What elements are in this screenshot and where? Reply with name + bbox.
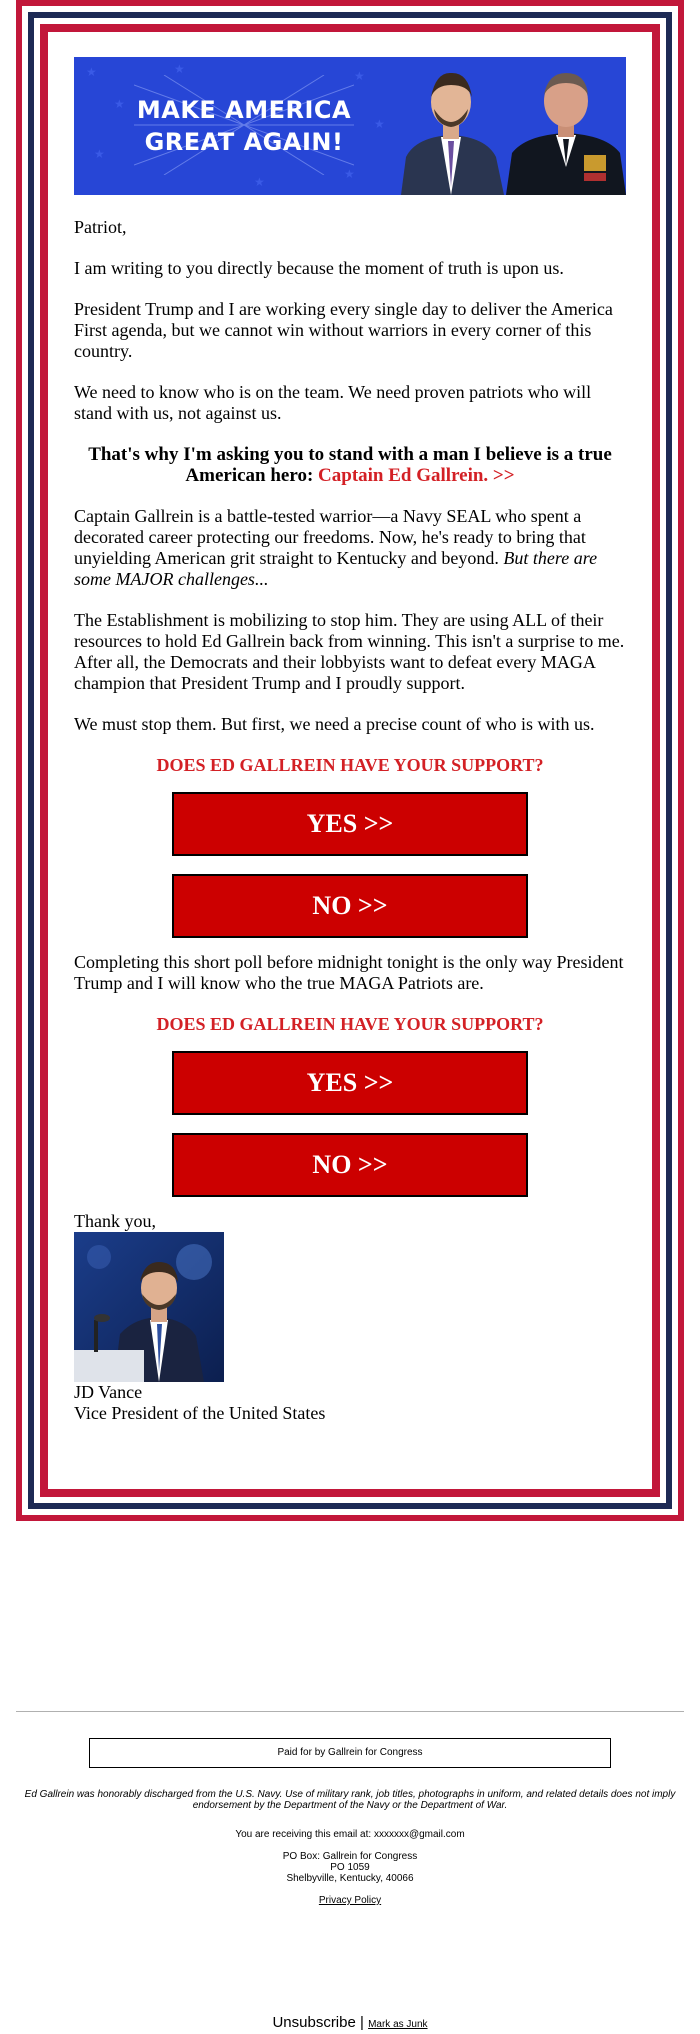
closing: Thank you, — [74, 1211, 156, 1231]
banner-line-1: MAKE AMERICA — [136, 96, 352, 124]
privacy-policy-row — [20, 1895, 680, 1906]
paragraph-4-main: Captain Gallrein is a battle-tested warrior—a Navy SEAL who spent a decorated career protecting our freedoms. Now, he's ready to bring that unyielding American grit straight to Kentucky and beyond. — [74, 506, 586, 568]
signer-title: Vice President of the United States — [74, 1403, 326, 1423]
star-icon: ★ — [374, 117, 385, 131]
paid-for-box: Paid for by Gallrein for Congress — [89, 1738, 611, 1768]
star-icon: ★ — [86, 65, 97, 79]
email-content — [74, 57, 626, 1424]
no-button[interactable]: NO >> — [172, 874, 528, 938]
unsubscribe-row — [0, 2014, 700, 2034]
footer-divider — [16, 1711, 684, 1712]
banner-slogan — [134, 94, 354, 158]
star-icon: ★ — [344, 167, 355, 181]
paragraph-7: Completing this short poll before midnight tonight is the only way President Trump and I will know who the true MAGA Patriots are. — [74, 952, 624, 993]
paragraph-3: We need to know who is on the team. We need proven patriots who will stand with us, not against us. — [74, 382, 592, 423]
poll-question-repeat: DOES ED GALLREIN HAVE YOUR SUPPORT? — [156, 1014, 544, 1034]
paragraph-4-italic: But there are some MAJOR challenges... — [74, 548, 598, 589]
banner-line-2: GREAT AGAIN! — [144, 128, 344, 156]
header-banner[interactable] — [74, 57, 626, 195]
no-button-repeat[interactable]: NO >> — [172, 1133, 528, 1197]
star-icon: ★ — [354, 69, 365, 83]
banner-portrait-navy-uniform — [506, 57, 626, 195]
star-icon: ★ — [254, 175, 265, 189]
paragraph-2: President Trump and I are working every single day to deliver the America First agenda, but we cannot win without warriors in every corner of this country. — [74, 299, 613, 361]
candidate-link[interactable]: Captain Ed Gallrein. >> — [318, 465, 515, 486]
yes-button[interactable]: YES >> — [172, 792, 528, 856]
mailing-address-line-3: Shelbyville, Kentucky, 40066 — [286, 1873, 414, 1884]
unsubscribe-link[interactable]: Unsubscribe — [272, 2014, 356, 2031]
mark-as-junk-link[interactable]: Mark as Junk — [368, 2019, 428, 2030]
receiving-email-notice: You are receiving this email at: xxxxxxx@gmail.com — [235, 1829, 465, 1840]
highlight-statement — [74, 444, 626, 486]
star-icon: ★ — [174, 62, 185, 76]
signer-name: JD Vance — [74, 1382, 143, 1402]
paragraph-4 — [74, 506, 626, 590]
banner-portrait-suit — [396, 57, 506, 195]
paragraph-5: The Establishment is mobilizing to stop him. They are using ALL of their resources to hold Ed Gallrein back from winning. This isn't a surprise to me. After all, the Democrats and their lobbyists want to defeat every MAGA champion that President Trump and I proudly support. — [74, 610, 625, 693]
paragraph-1: I am writing to you directly because the moment of truth is upon us. — [74, 258, 564, 278]
signer-photo — [74, 1232, 224, 1382]
poll-question: DOES ED GALLREIN HAVE YOUR SUPPORT? — [156, 755, 544, 775]
mailing-address-line-1: PO Box: Gallrein for Congress — [282, 1851, 418, 1862]
privacy-policy-link[interactable]: Privacy Policy — [318, 1895, 382, 1906]
paragraph-6: We must stop them. But first, we need a precise count of who is with us. — [74, 714, 595, 734]
yes-button-repeat[interactable]: YES >> — [172, 1051, 528, 1115]
star-icon: ★ — [114, 97, 125, 111]
navy-disclaimer: Ed Gallrein was honorably discharged from the U.S. Navy. Use of military rank, job titles, photographs in uniform, and related details does not imply endorsement by the Department of the Navy or the Department of War. — [24, 1789, 676, 1811]
mailing-address-line-2: PO 1059 — [330, 1862, 370, 1873]
link-separator: | — [360, 2014, 364, 2031]
greeting: Patriot, — [74, 217, 127, 237]
highlight-text: That's why I'm asking you to stand with a man I believe is a true American hero: — [88, 444, 612, 486]
star-icon: ★ — [94, 147, 105, 161]
